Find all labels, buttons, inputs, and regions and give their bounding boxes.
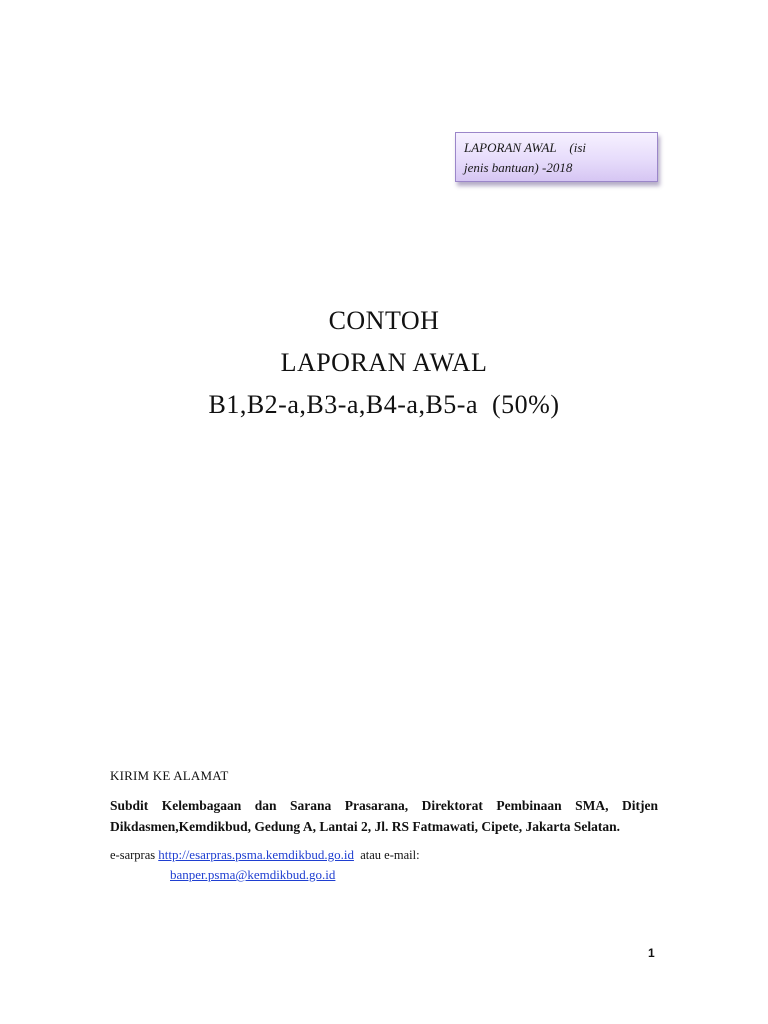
contact-prefix: e-sarpras <box>110 848 156 862</box>
document-title <box>0 300 768 426</box>
title-line-3: B1,B2-a,B3-a,B4-a,B5-a (50%) <box>208 390 560 419</box>
contact-middle-text: atau e-mail: <box>360 848 420 862</box>
address-heading: KIRIM KE ALAMAT <box>110 768 229 783</box>
email-line <box>110 865 658 885</box>
email-link[interactable]: banper.psma@kemdikbud.go.id <box>170 867 336 882</box>
address-section <box>110 766 658 885</box>
report-type-line-2: jenis bantuan) -2018 <box>464 160 573 175</box>
report-type-box <box>455 132 658 182</box>
contact-line <box>110 845 658 865</box>
website-link[interactable]: http://esarpras.psma.kemdikbud.go.id <box>158 847 354 862</box>
page-number: 1 <box>648 946 655 960</box>
address-text: Subdit Kelembagaan dan Sarana Prasarana, Direktorat Pembinaan SMA, Ditjen Dikdasmen,Kemdikbud, Gedung A, Lantai 2, Jl. RS Fatmawati, Cipete, Jakarta Selatan. <box>110 798 658 834</box>
title-line-2: LAPORAN AWAL <box>280 348 488 377</box>
title-line-1: CONTOH <box>328 306 440 335</box>
report-type-line-1: LAPORAN AWAL (isi <box>464 140 586 155</box>
